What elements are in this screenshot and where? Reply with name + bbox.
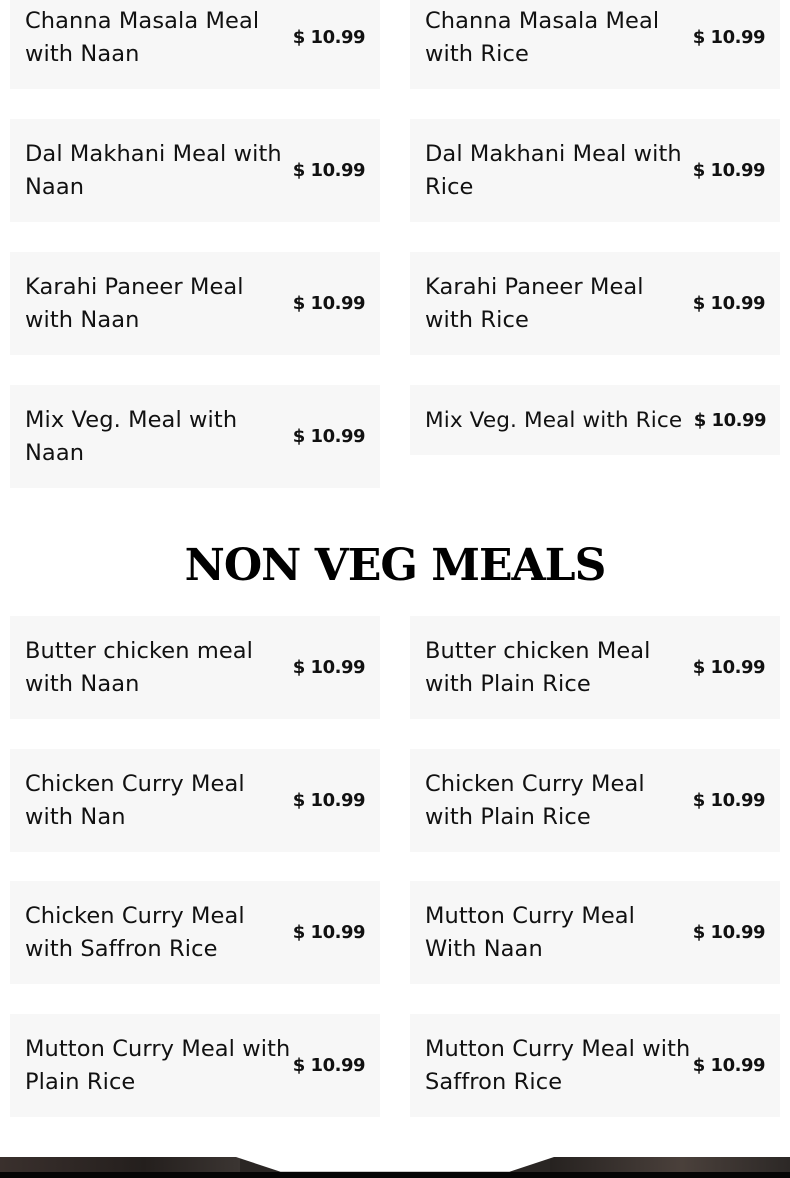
menu-item-name: Channa Masala Meal with Rice bbox=[425, 7, 660, 67]
menu-item-name: Mix Veg. Meal with Naan bbox=[25, 406, 238, 466]
menu-item-price: $ 10.99 bbox=[692, 922, 765, 943]
menu-item-name: Mutton Curry Meal With Naan bbox=[425, 902, 636, 962]
menu-item-price: $ 10.99 bbox=[692, 160, 765, 181]
menu-item-price: $ 10.99 bbox=[292, 160, 365, 181]
menu-item-name: Karahi Paneer Meal with Rice bbox=[425, 273, 644, 333]
menu-item-name: Mix Veg. Meal with Rice bbox=[425, 407, 683, 433]
menu-item-name: Mutton Curry Meal with Saffron Rice bbox=[425, 1035, 691, 1095]
menu-item-price: $ 10.99 bbox=[292, 657, 365, 678]
menu-item-name: Dal Makhani Meal with Naan bbox=[25, 140, 282, 200]
menu-item-card[interactable] bbox=[10, 119, 380, 222]
menu-item-price: $ 10.99 bbox=[692, 27, 765, 48]
menu-item-card[interactable] bbox=[410, 616, 780, 719]
menu-item-card[interactable] bbox=[10, 616, 380, 719]
menu-item-price: $ 10.99 bbox=[692, 293, 765, 314]
menu-item-name: Chicken Curry Meal with Nan bbox=[25, 770, 245, 830]
section-title-non-veg-meals: NON VEG MEALS bbox=[184, 540, 606, 591]
menu-item-card[interactable] bbox=[10, 749, 380, 852]
menu-item-name: Butter chicken meal with Naan bbox=[25, 637, 254, 697]
menu-item-card[interactable] bbox=[410, 119, 780, 222]
menu-item-card[interactable] bbox=[10, 385, 380, 488]
menu-item-card[interactable] bbox=[10, 0, 380, 89]
menu-item-name: Butter chicken Meal with Plain Rice bbox=[425, 637, 651, 697]
menu-item-price: $ 10.99 bbox=[692, 790, 765, 811]
menu-item-card[interactable] bbox=[10, 1014, 380, 1117]
menu-item-name: Karahi Paneer Meal with Naan bbox=[25, 273, 244, 333]
menu-item-name: Chicken Curry Meal with Plain Rice bbox=[425, 770, 645, 830]
menu-item-card[interactable] bbox=[410, 1014, 780, 1117]
menu-item-card[interactable] bbox=[410, 385, 780, 455]
menu-item-name: Chicken Curry Meal with Saffron Rice bbox=[25, 902, 245, 962]
menu-item-price: $ 10.99 bbox=[292, 922, 365, 943]
menu-item-price: $ 10.99 bbox=[292, 1055, 365, 1076]
menu-item-card[interactable] bbox=[410, 749, 780, 852]
menu-item-card[interactable] bbox=[10, 252, 380, 355]
banner-dark-band bbox=[0, 1172, 790, 1178]
menu-item-card[interactable] bbox=[10, 881, 380, 984]
menu-item-price: $ 10.99 bbox=[692, 1055, 765, 1076]
menu-item-card[interactable] bbox=[410, 881, 780, 984]
menu-item-price: $ 10.99 bbox=[692, 657, 765, 678]
menu-item-price: $ 10.99 bbox=[693, 409, 766, 431]
menu-item-price: $ 10.99 bbox=[292, 27, 365, 48]
menu-item-price: $ 10.99 bbox=[292, 293, 365, 314]
menu-item-name: Dal Makhani Meal with Rice bbox=[425, 140, 682, 200]
menu-item-name: Mutton Curry Meal with Plain Rice bbox=[25, 1035, 291, 1095]
menu-item-card[interactable] bbox=[410, 252, 780, 355]
menu-item-price: $ 10.99 bbox=[292, 426, 365, 447]
menu-item-card[interactable] bbox=[410, 0, 780, 89]
menu-item-name: Channa Masala Meal with Naan bbox=[25, 7, 260, 67]
footer-banner-image bbox=[0, 1157, 790, 1178]
menu-item-price: $ 10.99 bbox=[292, 790, 365, 811]
